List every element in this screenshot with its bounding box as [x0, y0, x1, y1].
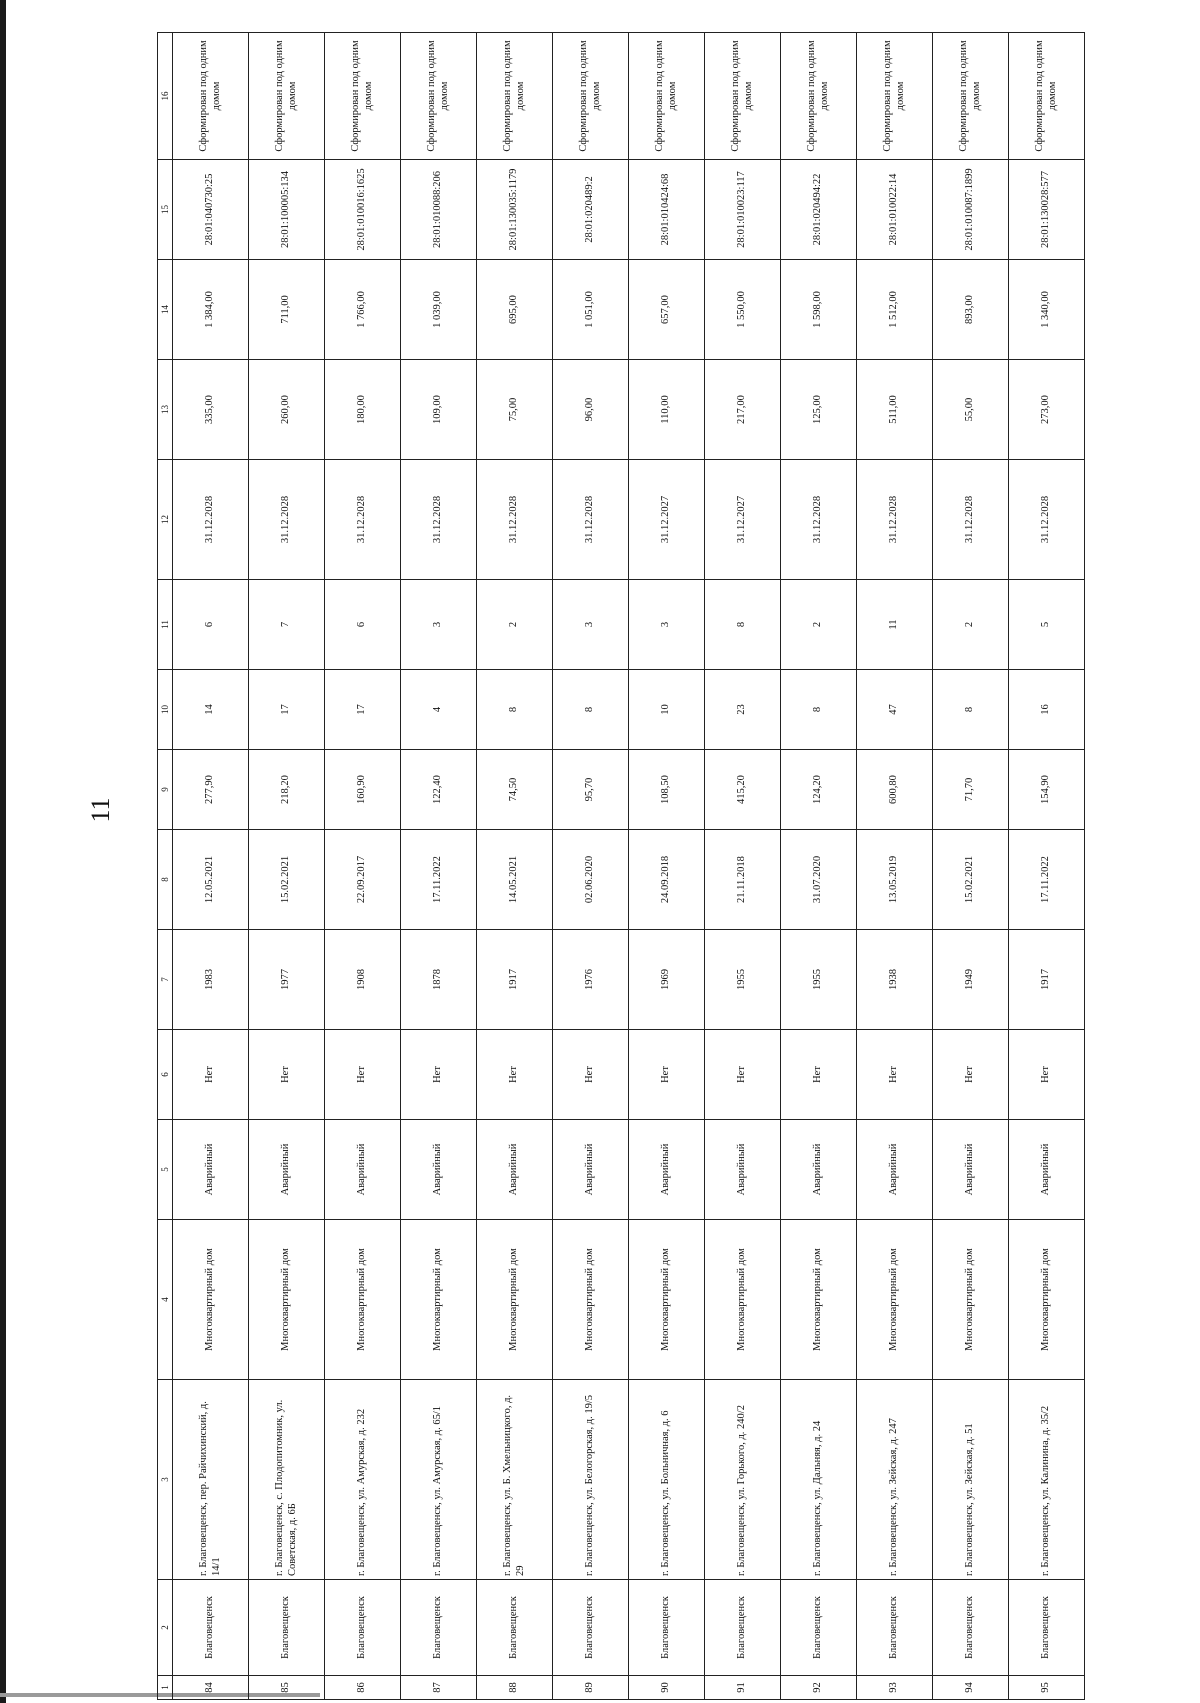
building-type-cell: Многоквартирный дом: [857, 1220, 933, 1380]
flag-cell: Нет: [249, 1030, 325, 1120]
area-cell: 74,50: [477, 750, 553, 830]
cadastral-cell: 28:01:020489:2: [553, 160, 629, 260]
land-status-cell: Сформирован под одним домом: [933, 33, 1009, 160]
date-cell: 24.09.2018: [629, 830, 705, 930]
land-area-cell: 1 550,00: [705, 260, 781, 360]
address-cell: г. Благовещенск, ул. Зейская, д. 247: [857, 1380, 933, 1580]
count-cell: 17: [325, 670, 401, 750]
column-number: 6: [158, 1030, 173, 1120]
date-cell: 12.05.2021: [173, 830, 249, 930]
flag-cell: Нет: [629, 1030, 705, 1120]
deadline-cell: 31.12.2028: [857, 460, 933, 580]
land-status-cell: Сформирован под одним домом: [1009, 33, 1085, 160]
area-cell: 600,80: [857, 750, 933, 830]
column-number: 1: [158, 1676, 173, 1700]
status-cell: Аварийный: [401, 1120, 477, 1220]
cadastral-cell: 28:01:010022:14: [857, 160, 933, 260]
count-cell: 2: [781, 580, 857, 670]
row-number: 94: [933, 1676, 1009, 1700]
year-cell: 1955: [781, 930, 857, 1030]
land-status-cell: Сформирован под одним домом: [781, 33, 857, 160]
row-number: 86: [325, 1676, 401, 1700]
building-type-cell: Многоквартирный дом: [173, 1220, 249, 1380]
address-cell: г. Благовещенск, ул. Калинина, д. 35/2: [1009, 1380, 1085, 1580]
count-cell: 3: [629, 580, 705, 670]
land-status-cell: Сформирован под одним домом: [249, 33, 325, 160]
area-cell: 109,00: [401, 360, 477, 460]
area-cell: 124,20: [781, 750, 857, 830]
land-status-cell: Сформирован под одним домом: [173, 33, 249, 160]
cadastral-cell: 28:01:130035:1179: [477, 160, 553, 260]
address-cell: г. Благовещенск, ул. Больничная, д. 6: [629, 1380, 705, 1580]
city-cell: Благовещенск: [933, 1580, 1009, 1676]
column-number: 7: [158, 930, 173, 1030]
land-area-cell: 1 051,00: [553, 260, 629, 360]
table-row: [325, 33, 401, 1700]
column-number: 11: [158, 580, 173, 670]
city-cell: Благовещенск: [249, 1580, 325, 1676]
status-cell: Аварийный: [477, 1120, 553, 1220]
land-area-cell: 1 598,00: [781, 260, 857, 360]
count-cell: 8: [781, 670, 857, 750]
building-type-cell: Многоквартирный дом: [629, 1220, 705, 1380]
year-cell: 1878: [401, 930, 477, 1030]
date-cell: 17.11.2022: [1009, 830, 1085, 930]
address-cell: г. Благовещенск, ул. Горького, д. 240/2: [705, 1380, 781, 1580]
land-area-cell: 695,00: [477, 260, 553, 360]
count-cell: 2: [933, 580, 1009, 670]
count-cell: 11: [857, 580, 933, 670]
count-cell: 6: [325, 580, 401, 670]
city-cell: Благовещенск: [629, 1580, 705, 1676]
area-cell: 415,20: [705, 750, 781, 830]
date-cell: 22.09.2017: [325, 830, 401, 930]
deadline-cell: 31.12.2028: [477, 460, 553, 580]
year-cell: 1955: [705, 930, 781, 1030]
year-cell: 1908: [325, 930, 401, 1030]
building-type-cell: Многоквартирный дом: [705, 1220, 781, 1380]
land-status-cell: Сформирован под одним домом: [477, 33, 553, 160]
area-cell: 71,70: [933, 750, 1009, 830]
date-cell: 31.07.2020: [781, 830, 857, 930]
year-cell: 1969: [629, 930, 705, 1030]
table-body: [158, 33, 1085, 1700]
column-number: 15: [158, 160, 173, 260]
land-status-cell: Сформирован под одним домом: [401, 33, 477, 160]
table-row: [553, 33, 629, 1700]
count-cell: 7: [249, 580, 325, 670]
city-cell: Благовещенск: [705, 1580, 781, 1676]
deadline-cell: 31.12.2027: [705, 460, 781, 580]
year-cell: 1917: [1009, 930, 1085, 1030]
land-status-cell: Сформирован под одним домом: [553, 33, 629, 160]
deadline-cell: 31.12.2028: [933, 460, 1009, 580]
table-row: [933, 33, 1009, 1700]
address-cell: г. Благовещенск, ул. Б. Хмельницкого, д. 29: [477, 1380, 553, 1580]
flag-cell: Нет: [477, 1030, 553, 1120]
cadastral-cell: 28:01:100005:134: [249, 160, 325, 260]
column-number: 13: [158, 360, 173, 460]
table-row: [401, 33, 477, 1700]
row-number: 90: [629, 1676, 705, 1700]
building-type-cell: Многоквартирный дом: [933, 1220, 1009, 1380]
city-cell: Благовещенск: [173, 1580, 249, 1676]
address-cell: г. Благовещенск, ул. Амурская, д. 232: [325, 1380, 401, 1580]
table-row: [1009, 33, 1085, 1700]
cadastral-cell: 28:01:010023:117: [705, 160, 781, 260]
land-status-cell: Сформирован под одним домом: [857, 33, 933, 160]
page-number: 11: [86, 797, 115, 823]
date-cell: 13.05.2019: [857, 830, 933, 930]
cadastral-cell: 28:01:020494:22: [781, 160, 857, 260]
city-cell: Благовещенск: [1009, 1580, 1085, 1676]
cadastral-cell: 28:01:010088:206: [401, 160, 477, 260]
building-type-cell: Многоквартирный дом: [249, 1220, 325, 1380]
table-row: [173, 33, 249, 1700]
address-cell: г. Благовещенск, ул. Зейская, д. 51: [933, 1380, 1009, 1580]
area-cell: 55,00: [933, 360, 1009, 460]
count-cell: 3: [553, 580, 629, 670]
flag-cell: Нет: [325, 1030, 401, 1120]
flag-cell: Нет: [1009, 1030, 1085, 1120]
count-cell: 8: [933, 670, 1009, 750]
flag-cell: Нет: [553, 1030, 629, 1120]
year-cell: 1938: [857, 930, 933, 1030]
building-type-cell: Многоквартирный дом: [477, 1220, 553, 1380]
area-cell: 335,00: [173, 360, 249, 460]
cadastral-cell: 28:01:010087:1899: [933, 160, 1009, 260]
flag-cell: Нет: [401, 1030, 477, 1120]
flag-cell: Нет: [781, 1030, 857, 1120]
table-row: [781, 33, 857, 1700]
deadline-cell: 31.12.2028: [325, 460, 401, 580]
building-type-cell: Многоквартирный дом: [781, 1220, 857, 1380]
scan-edge-left: [0, 0, 6, 1703]
area-cell: 125,00: [781, 360, 857, 460]
status-cell: Аварийный: [857, 1120, 933, 1220]
area-cell: 75,00: [477, 360, 553, 460]
cadastral-cell: 28:01:130028:577: [1009, 160, 1085, 260]
land-status-cell: Сформирован под одним домом: [705, 33, 781, 160]
column-number: 12: [158, 460, 173, 580]
flag-cell: Нет: [173, 1030, 249, 1120]
column-number: 8: [158, 830, 173, 930]
deadline-cell: 31.12.2028: [781, 460, 857, 580]
status-cell: Аварийный: [553, 1120, 629, 1220]
area-cell: 277,90: [173, 750, 249, 830]
status-cell: Аварийный: [629, 1120, 705, 1220]
address-cell: г. Благовещенск, ул. Белогорская, д. 19/5: [553, 1380, 629, 1580]
count-cell: 17: [249, 670, 325, 750]
count-cell: 5: [1009, 580, 1085, 670]
table-row: [249, 33, 325, 1700]
count-cell: 47: [857, 670, 933, 750]
city-cell: Благовещенск: [857, 1580, 933, 1676]
column-number: 3: [158, 1380, 173, 1580]
building-type-cell: Многоквартирный дом: [553, 1220, 629, 1380]
date-cell: 02.06.2020: [553, 830, 629, 930]
date-cell: 14.05.2021: [477, 830, 553, 930]
building-type-cell: Многоквартирный дом: [325, 1220, 401, 1380]
row-number: 84: [173, 1676, 249, 1700]
city-cell: Благовещенск: [477, 1580, 553, 1676]
area-cell: 260,00: [249, 360, 325, 460]
address-cell: г. Благовещенск, ул. Дальняя, д. 24: [781, 1380, 857, 1580]
date-cell: 17.11.2022: [401, 830, 477, 930]
city-cell: Благовещенск: [553, 1580, 629, 1676]
status-cell: Аварийный: [781, 1120, 857, 1220]
count-cell: 8: [705, 580, 781, 670]
count-cell: 2: [477, 580, 553, 670]
address-cell: г. Благовещенск, пер. Райчихинский, д. 14/1: [173, 1380, 249, 1580]
building-type-cell: Многоквартирный дом: [1009, 1220, 1085, 1380]
row-number: 85: [249, 1676, 325, 1700]
status-cell: Аварийный: [325, 1120, 401, 1220]
cadastral-cell: 28:01:010016:1625: [325, 160, 401, 260]
row-number: 91: [705, 1676, 781, 1700]
cadastral-cell: 28:01:040730:25: [173, 160, 249, 260]
status-cell: Аварийный: [173, 1120, 249, 1220]
flag-cell: Нет: [933, 1030, 1009, 1120]
city-cell: Благовещенск: [781, 1580, 857, 1676]
year-cell: 1949: [933, 930, 1009, 1030]
year-cell: 1977: [249, 930, 325, 1030]
land-status-cell: Сформирован под одним домом: [325, 33, 401, 160]
count-cell: 23: [705, 670, 781, 750]
count-cell: 3: [401, 580, 477, 670]
land-area-cell: 711,00: [249, 260, 325, 360]
deadline-cell: 31.12.2028: [249, 460, 325, 580]
row-number: 87: [401, 1676, 477, 1700]
column-number: 9: [158, 750, 173, 830]
column-number-row: [158, 33, 173, 1700]
table-row: [629, 33, 705, 1700]
address-cell: г. Благовещенск, с. Плодопитомник, ул. Советская, д. 6Б: [249, 1380, 325, 1580]
flag-cell: Нет: [857, 1030, 933, 1120]
count-cell: 14: [173, 670, 249, 750]
row-number: 95: [1009, 1676, 1085, 1700]
area-cell: 218,20: [249, 750, 325, 830]
count-cell: 4: [401, 670, 477, 750]
row-number: 92: [781, 1676, 857, 1700]
land-area-cell: 1 039,00: [401, 260, 477, 360]
table-row: [705, 33, 781, 1700]
status-cell: Аварийный: [933, 1120, 1009, 1220]
land-area-cell: 1 340,00: [1009, 260, 1085, 360]
table-row: [857, 33, 933, 1700]
count-cell: 8: [477, 670, 553, 750]
column-number: 14: [158, 260, 173, 360]
column-number: 10: [158, 670, 173, 750]
deadline-cell: 31.12.2028: [173, 460, 249, 580]
deadline-cell: 31.12.2028: [553, 460, 629, 580]
deadline-cell: 31.12.2028: [1009, 460, 1085, 580]
date-cell: 21.11.2018: [705, 830, 781, 930]
area-cell: 154,90: [1009, 750, 1085, 830]
year-cell: 1983: [173, 930, 249, 1030]
column-number: 16: [158, 33, 173, 160]
deadline-cell: 31.12.2028: [401, 460, 477, 580]
column-number: 4: [158, 1220, 173, 1380]
city-cell: Благовещенск: [325, 1580, 401, 1676]
area-cell: 273,00: [1009, 360, 1085, 460]
land-area-cell: 1 384,00: [173, 260, 249, 360]
table-row: [477, 33, 553, 1700]
area-cell: 108,50: [629, 750, 705, 830]
emergency-housing-table: [157, 32, 1085, 1700]
status-cell: Аварийный: [705, 1120, 781, 1220]
land-area-cell: 893,00: [933, 260, 1009, 360]
deadline-cell: 31.12.2027: [629, 460, 705, 580]
land-area-cell: 1 766,00: [325, 260, 401, 360]
land-status-cell: Сформирован под одним домом: [629, 33, 705, 160]
building-type-cell: Многоквартирный дом: [401, 1220, 477, 1380]
status-cell: Аварийный: [249, 1120, 325, 1220]
row-number: 89: [553, 1676, 629, 1700]
column-number: 5: [158, 1120, 173, 1220]
cadastral-cell: 28:01:010424:68: [629, 160, 705, 260]
area-cell: 110,00: [629, 360, 705, 460]
city-cell: Благовещенск: [401, 1580, 477, 1676]
area-cell: 217,00: [705, 360, 781, 460]
row-number: 88: [477, 1676, 553, 1700]
land-area-cell: 657,00: [629, 260, 705, 360]
area-cell: 96,00: [553, 360, 629, 460]
rotated-table-sheet: [157, 33, 1093, 1700]
count-cell: 10: [629, 670, 705, 750]
column-number: 2: [158, 1580, 173, 1676]
date-cell: 15.02.2021: [933, 830, 1009, 930]
area-cell: 160,90: [325, 750, 401, 830]
area-cell: 511,00: [857, 360, 933, 460]
date-cell: 15.02.2021: [249, 830, 325, 930]
count-cell: 16: [1009, 670, 1085, 750]
area-cell: 122,40: [401, 750, 477, 830]
address-cell: г. Благовещенск, ул. Амурская, д. 65/1: [401, 1380, 477, 1580]
year-cell: 1917: [477, 930, 553, 1030]
count-cell: 8: [553, 670, 629, 750]
row-number: 93: [857, 1676, 933, 1700]
area-cell: 95,70: [553, 750, 629, 830]
status-cell: Аварийный: [1009, 1120, 1085, 1220]
land-area-cell: 1 512,00: [857, 260, 933, 360]
area-cell: 180,00: [325, 360, 401, 460]
year-cell: 1976: [553, 930, 629, 1030]
flag-cell: Нет: [705, 1030, 781, 1120]
count-cell: 6: [173, 580, 249, 670]
